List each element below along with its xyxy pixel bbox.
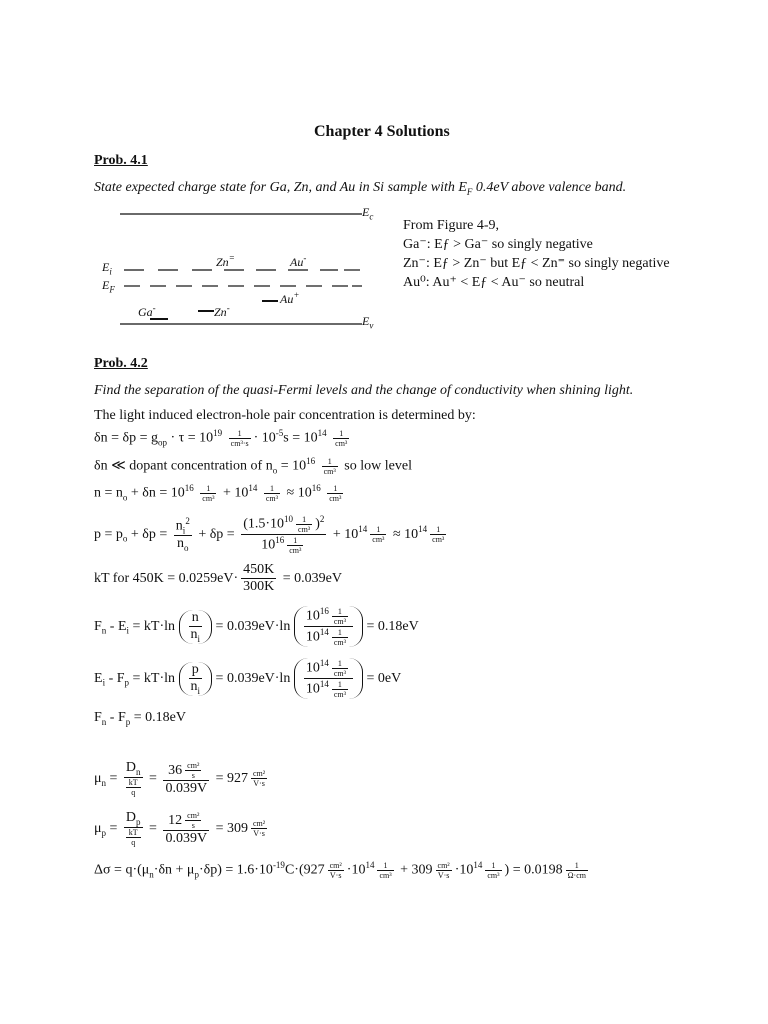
note-line: Zn⁻: Eƒ > Zn⁻ but Eƒ < Zn⁼ so singly negative (403, 256, 670, 271)
eq-low-level: δn ≪ dopant concentration of $n_o = 10^{16}$ $\frac{1}{\text{cm³}}$ so low level (94, 456, 412, 476)
au-minus-label: Au- (290, 253, 307, 269)
eq-fn-fp: $F_n - F_p = 0.18eV$ (94, 710, 186, 727)
eq-generation: $\delta n = \delta p = g_{op} \cdot \tau = 10^{19}$ $\frac{1}{\text{cm³·s}}$ · $10^{-5}s = 10^{14}$ $\frac{1}{\text{cm³}}$ (94, 428, 348, 448)
prob-4-2-statement: Find the separation of the quasi-Fermi levels and the change of conductivity when shining light. (94, 383, 634, 398)
page-title: Chapter 4 Solutions (314, 123, 450, 140)
eq-kt: kT for 450K = 0.0259eV· $\frac{450K}{300K}$ = 0.039eV (94, 562, 342, 595)
ec-label: $E_c$ (362, 205, 374, 222)
prob-4-1-statement: State expected charge state for Ga, Zn, and Au in Si sample with $E_F$ 0.4eV above valence band. (94, 180, 627, 197)
ga-label: Ga- (138, 303, 156, 319)
ev-label: $E_v$ (362, 314, 374, 331)
zn-double-label: Zn= (216, 253, 235, 269)
eq-mu-p: $\mu_p$ = $D_p$ kT q = 12 $\frac{\text{cm²}}{s}$ 0.039V = 309 $\frac{\text{cm²}}{V\cdot s}$ (94, 810, 266, 848)
note-line: Ga⁻: Eƒ > Ga⁻ so singly negative (403, 237, 593, 252)
eq-electron-conc: $n = n_o + \delta n = 10^{16}$ $\frac{1}{\text{cm³}}$ + $10^{14}$ $\frac{1}{\text{cm³}}$ ≈ $10^{16}$ $\frac{1}{\text{cm³}}$ (94, 483, 342, 503)
prob-4-1-notes (403, 216, 670, 292)
zn-minus-label: Zn- (214, 303, 230, 319)
eq-mu-n: $\mu_n$ = $D_n$ kT q = 36 $\frac{\text{cm²}}{s}$ 0.039V = 927 $\frac{\text{cm²}}{V\cdot s}$ (94, 760, 266, 798)
ei-label: $E_i$ (102, 260, 112, 277)
note-line: From Figure 4-9, (403, 218, 500, 233)
eq-fn-ei: $F_n - E_i = kT\cdot\ln$ $\frac{n}{n_i}$ = 0.039eV·ln $10^{16}$ $\frac{1}{\text{cm³}}$ $10^{14}$ $\frac{1}{\text{cm³}}$ = 0.18eV (94, 606, 419, 648)
eq-ei-fp: $E_i - F_p = kT\cdot\ln$ $\frac{p}{n_i}$ = 0.039eV·ln $10^{14}$ $\frac{1}{\text{cm³}}$ $10^{14}$ $\frac{1}{\text{cm³}}$ = 0eV (94, 658, 402, 700)
au-plus-label: Au+ (280, 290, 300, 306)
eq-hole-conc: $p = p_o + \delta p$ = $\frac{n_i^2}{n_o}$ + δp = ($1.5\cdot 10^{10}$ $\frac{1}{\text{cm³}}$ )$^2$ $10^{16}$ $\frac{1}{\text{cm³}}$ + $10^{14}$ $\frac{1}{\text{cm³}}$ ≈ $10^{14}$ $\frac{1}{\text{cm³}}$ (94, 514, 445, 556)
prob-4-1-heading: Prob. 4.1 (94, 153, 148, 168)
eq-conductivity-change: $\Delta\sigma = q\cdot(\mu_n\cdot\delta n + \mu_p\cdot\delta p) = 1.6\cdot 10^{-19}C\cdot(927$ $\frac{\text{cm²}}{V\cdot s}$ $\cdot 10^{14}$ $\frac{1}{\text{cm³}}$ + 309 $\frac{\text{cm²}}{V\cdot s}$ $\cdot 10^{14}$ $\frac{1}{\text{cm³}}$ ) = 0.0198 $\frac{1}{\Omega\cdot cm}$ (94, 860, 586, 880)
prob-4-2-heading: Prob. 4.2 (94, 356, 148, 371)
prob-4-2-intro: The light induced electron-hole pair concentration is determined by: (94, 408, 476, 423)
note-line: Au⁰: Au⁺ < Eƒ < Au⁻ so neutral (403, 275, 585, 290)
ef-label: $E_F$ (102, 278, 115, 295)
